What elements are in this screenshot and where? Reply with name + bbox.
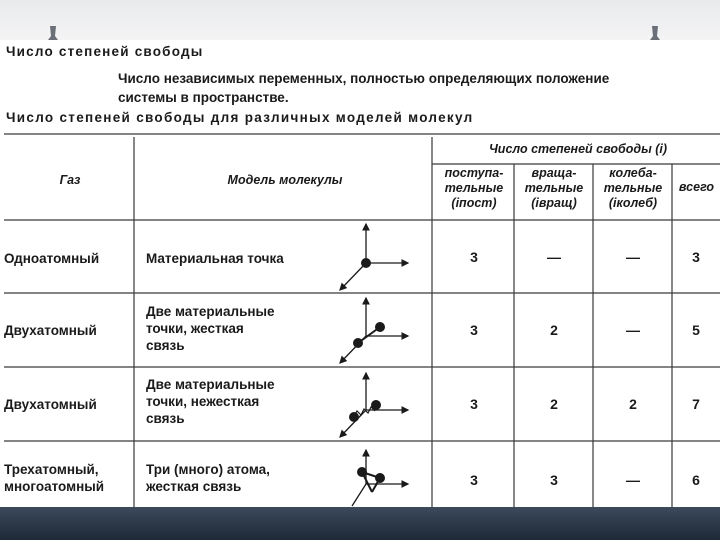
cell-rotational: — — [547, 249, 561, 265]
column-header-total: всего — [678, 180, 715, 194]
atom-icon — [371, 400, 381, 410]
atom-icon — [361, 258, 371, 268]
section-heading: Число степеней свободы — [6, 44, 204, 59]
cell-translational: 3 — [470, 322, 478, 338]
cell-total: 7 — [692, 396, 700, 412]
cell-rotational: 3 — [550, 472, 558, 488]
atom-icon — [357, 467, 367, 477]
row-gas: Трехатомный, многоатомный — [4, 462, 105, 494]
row-model: Материальная точка — [146, 251, 284, 266]
atom-icon — [353, 338, 363, 348]
column-header-dof: Число степеней свободы (i) — [488, 142, 668, 156]
row-gas: Одноатомный — [4, 251, 100, 266]
cell-rotational: 2 — [550, 322, 558, 338]
cell-translational: 3 — [470, 396, 478, 412]
definition-line: системы в пространстве. — [118, 90, 289, 105]
cell-total: 6 — [692, 472, 700, 488]
axes-icon — [340, 224, 408, 290]
row-gas: Двухатомный — [4, 397, 97, 412]
row-model: Две материальные точки, нежесткая связь — [146, 377, 275, 426]
cell-vibrational: — — [626, 249, 640, 265]
slide-top-band — [0, 0, 720, 40]
row-model: Две материальные точки, жесткая связь — [146, 304, 275, 353]
definition-line: Число независимых переменных, полностью определяющих положение — [118, 71, 610, 86]
molecule-diagrams — [0, 40, 720, 507]
column-header-rotational: враща- тельные (iвращ) — [524, 166, 584, 210]
cell-vibrational: — — [626, 472, 640, 488]
slide-bottom-band — [0, 507, 720, 540]
cell-vibrational: — — [626, 322, 640, 338]
atom-icon — [375, 322, 385, 332]
cell-vibrational: 2 — [629, 396, 637, 412]
column-header-gas: Газ — [59, 173, 81, 187]
cell-translational: 3 — [470, 472, 478, 488]
axes-icon — [340, 298, 408, 363]
column-header-translational: поступа- тельные (iпост) — [444, 166, 504, 210]
cell-total: 5 — [692, 322, 700, 338]
column-header-model: Модель молекулы — [227, 173, 343, 187]
table-heading: Число степеней свободы для различных моделей молекул — [6, 110, 474, 125]
atom-icon — [375, 473, 385, 483]
row-model: Три (много) атома, жесткая связь — [146, 462, 270, 494]
cell-rotational: 2 — [550, 396, 558, 412]
cell-translational: 3 — [470, 249, 478, 265]
textbook-page — [0, 40, 720, 507]
atom-icon — [349, 412, 359, 422]
row-gas: Двухатомный — [4, 323, 97, 338]
column-header-vibrational: колеба- тельные (iколеб) — [603, 166, 663, 210]
cell-total: 3 — [692, 249, 700, 265]
